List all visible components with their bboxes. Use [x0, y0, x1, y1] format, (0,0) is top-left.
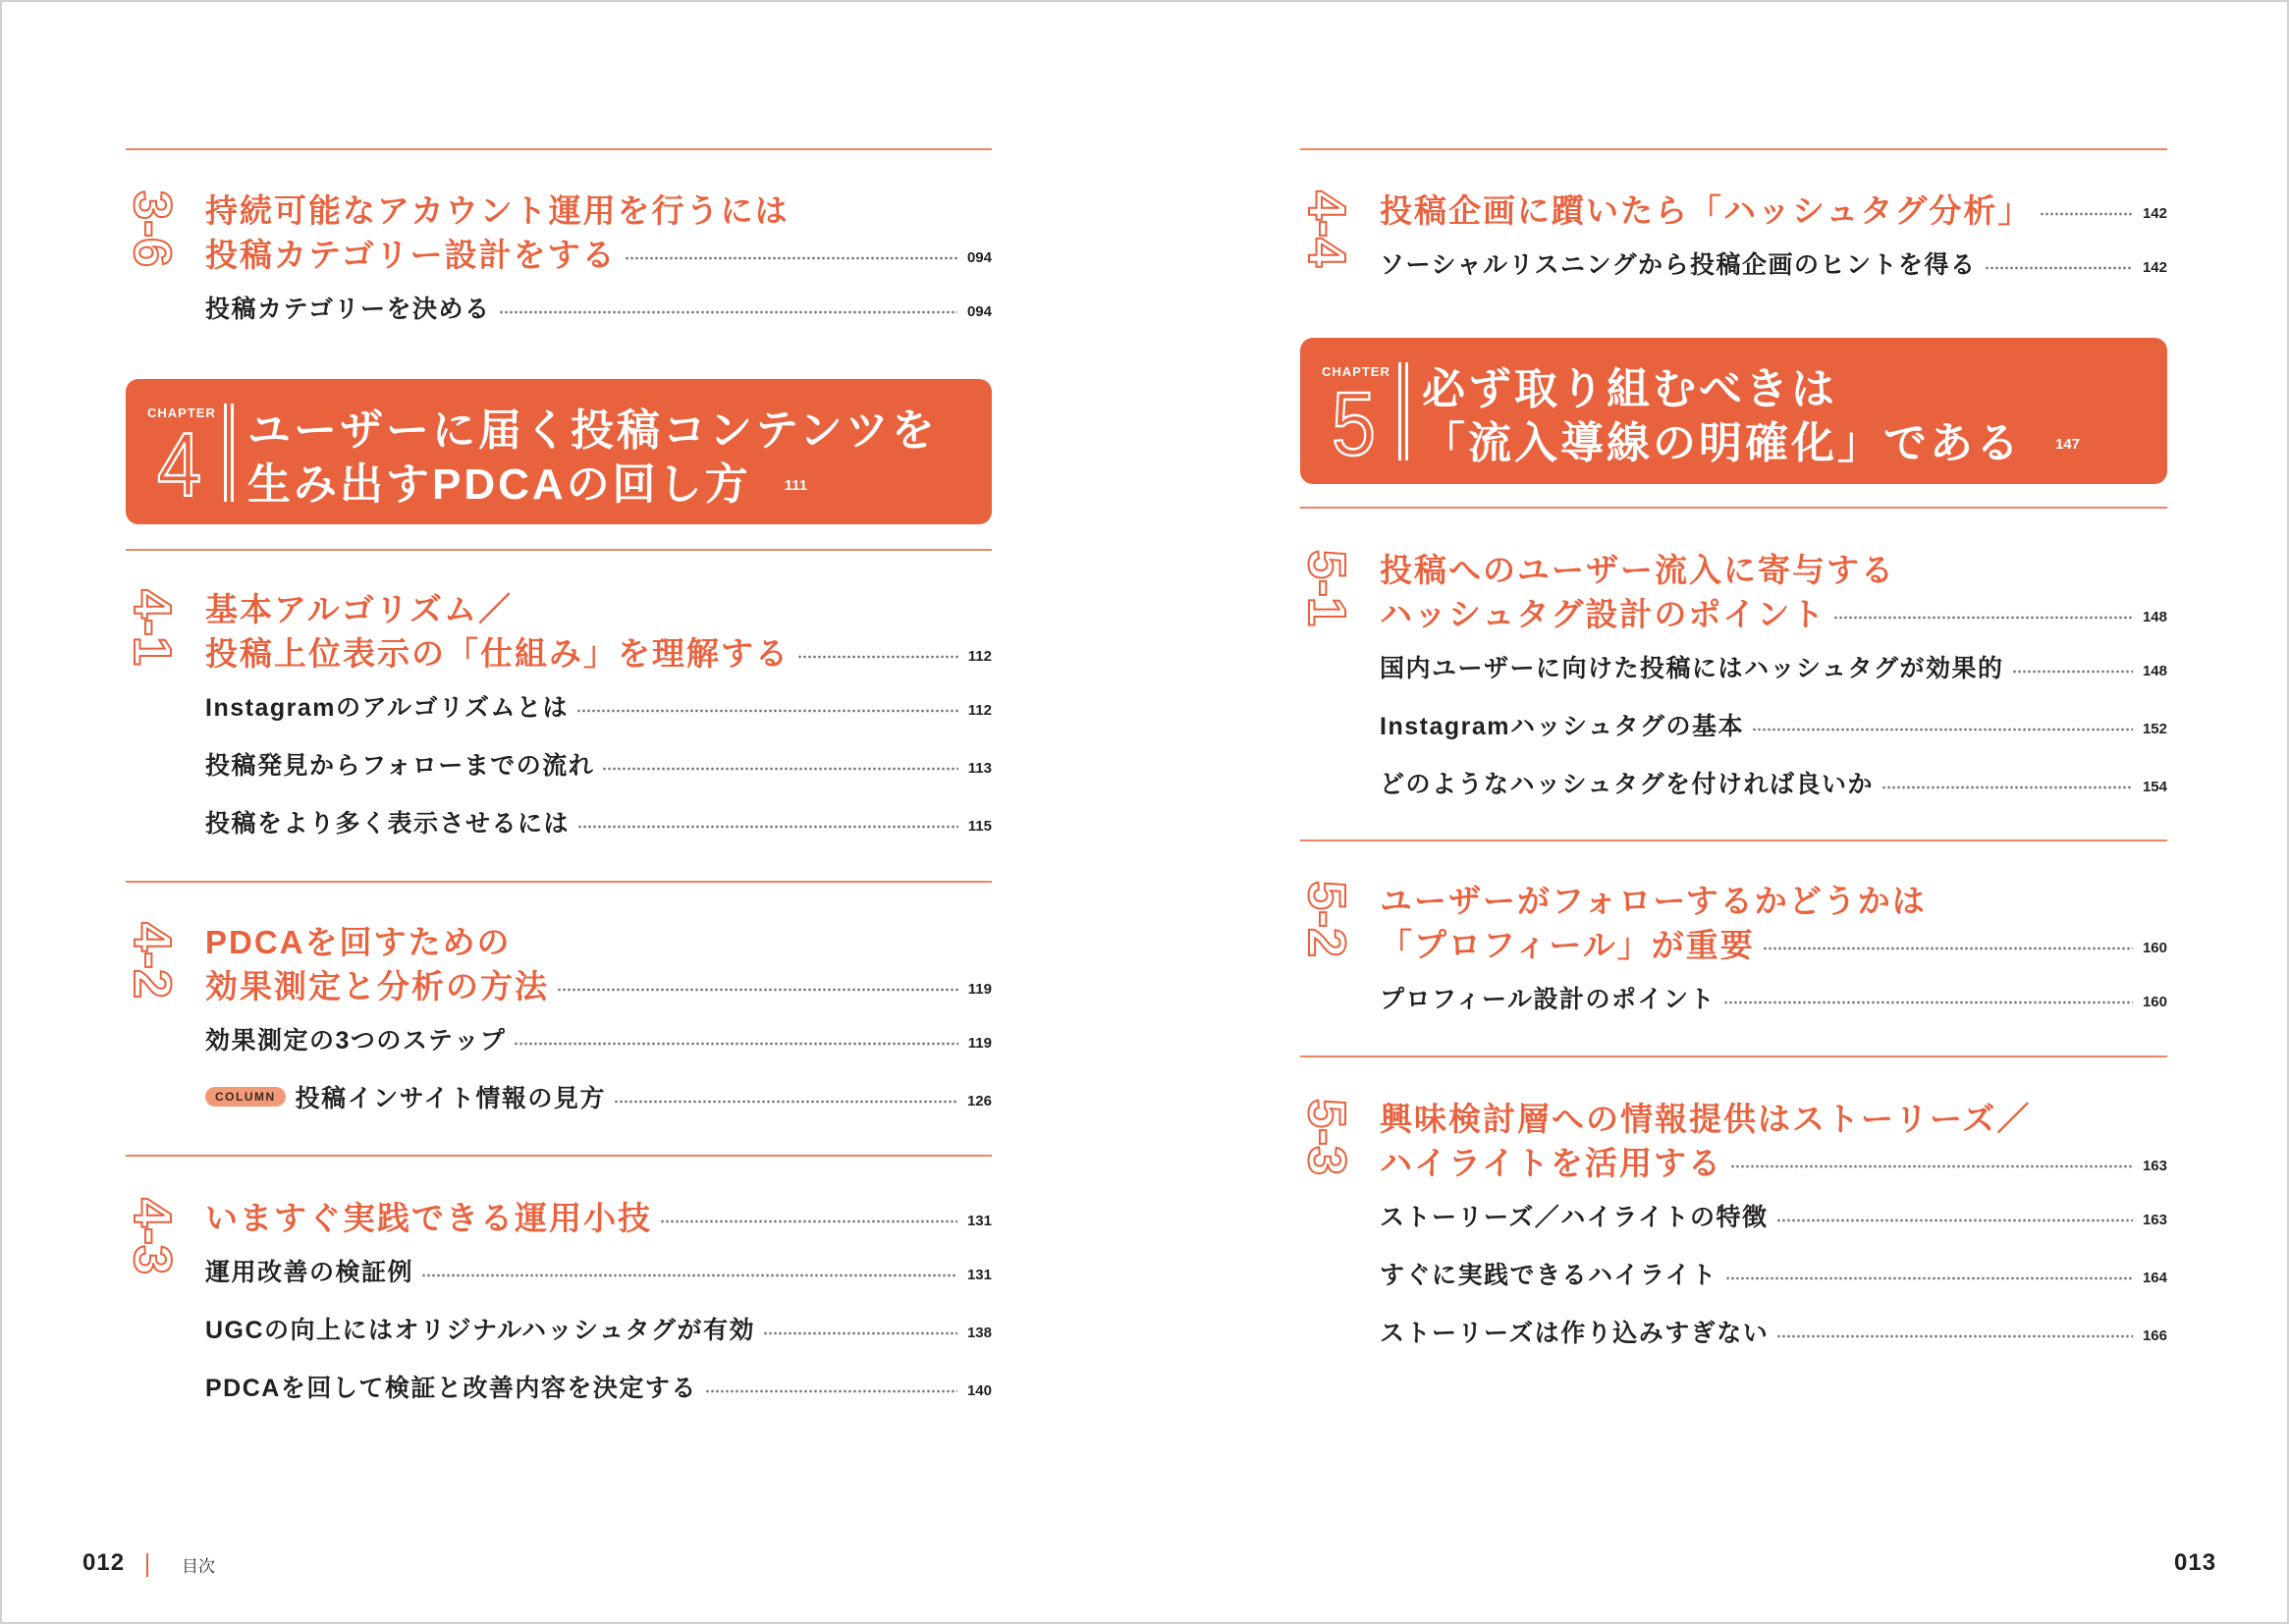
chapter-4-banner: [126, 379, 992, 524]
entry-title: ストーリーズ／ハイライトの特徴: [1380, 1203, 1769, 1231]
page-number: 152: [2142, 721, 2167, 737]
dot-leader: [514, 1041, 957, 1047]
entry-title: Instagramのアルゴリズムとは: [205, 693, 569, 722]
chapter-title-line: [1422, 411, 2148, 465]
chapter-label: CHAPTER: [1322, 364, 1390, 379]
section-title-line: [205, 629, 992, 674]
double-bar-divider: [1398, 362, 1408, 460]
chapter-title-text: 生み出すPDCAの回し方: [247, 460, 751, 509]
section-title-text: 「プロフィール」が重要: [1380, 927, 1755, 963]
page-number: 094: [966, 249, 992, 266]
entry-title: UGCの向上にはオリジナルハッシュタグが有効: [205, 1316, 756, 1344]
section-number-label: [123, 589, 182, 670]
toc-entry: [205, 278, 992, 336]
page-number: 163: [2142, 1158, 2167, 1174]
page-number: 163: [2142, 1212, 2167, 1228]
page-number: 113: [967, 760, 992, 777]
entry-title: すぐに実践できるハイライト: [1380, 1261, 1717, 1289]
page-number: 142: [2142, 259, 2167, 276]
toc-entry: [1380, 695, 2167, 753]
section-number-label: [1297, 190, 1356, 271]
dot-leader: [2040, 211, 2133, 217]
section-body: [205, 585, 992, 850]
section-number-label: [1297, 1099, 1356, 1179]
section-title-line: [1380, 1139, 2167, 1183]
section-body: [1380, 546, 2167, 811]
page-number: 164: [2142, 1270, 2167, 1286]
page-number: 138: [966, 1325, 992, 1341]
page-folio-left: 012: [82, 1549, 126, 1576]
section-title-text: ハッシュタグ設計のポイント: [1380, 596, 1826, 632]
double-bar-divider: [224, 404, 234, 502]
section-title-line: [205, 1194, 992, 1238]
entry-title: プロフィール設計のポイント: [1380, 985, 1717, 1013]
chapter-title-text: ユーザーに届く投稿コンテンツを: [247, 406, 938, 455]
entry-title: 国内ユーザーに向けた投稿にはハッシュタグが効果的: [1380, 654, 2004, 682]
section-title-line: [1380, 1095, 2167, 1139]
section-title-line: [205, 962, 992, 1006]
entry-title: 投稿カテゴリーを決める: [205, 295, 491, 323]
section-rule: [1300, 507, 2167, 509]
section-title-text: ハイライトを活用する: [1380, 1145, 1723, 1181]
section-rule: [126, 1155, 992, 1157]
section-rule: [1300, 839, 2167, 841]
toc-entry: [205, 1357, 992, 1415]
dot-leader: [1730, 1164, 2133, 1169]
section-title-line: [205, 231, 992, 275]
section-number: 5-2: [1297, 881, 1356, 958]
entry-title: 投稿をより多く表示させるには: [205, 809, 571, 838]
dot-leader: [1723, 1000, 2133, 1005]
chapter-title-line: [247, 399, 972, 453]
entry-title: どのようなハッシュタグを付ければ良いか: [1380, 770, 1875, 798]
section-title-text: 興味検討層への情報提供はストーリーズ／: [1380, 1101, 2032, 1137]
toc-entry: [205, 734, 992, 792]
section-body: [205, 1194, 992, 1415]
chapter-title: [1422, 357, 2148, 465]
toc-entry: [1380, 968, 2167, 1026]
folio-divider: [146, 1553, 148, 1577]
page-number: 112: [967, 702, 992, 719]
section-number: 4-2: [123, 922, 182, 1000]
chapter-page-number: 147: [2055, 436, 2081, 453]
page-number: 119: [967, 981, 992, 998]
section-body: [205, 918, 992, 1125]
section-title-text: PDCAを回すための: [205, 924, 512, 960]
toc-entry: [1380, 1186, 2167, 1244]
page-number: 131: [966, 1213, 992, 1229]
section-title-line: [1380, 590, 2167, 634]
running-head: 目次: [182, 1557, 215, 1576]
dot-leader: [1776, 1218, 2133, 1223]
section-body: [205, 187, 992, 336]
section-title-line: [1380, 877, 2167, 921]
page-number: 119: [967, 1035, 992, 1052]
dot-leader: [625, 255, 957, 261]
section-title-text: 基本アルゴリズム／: [205, 591, 514, 627]
dot-leader: [576, 708, 958, 714]
dot-leader: [499, 309, 957, 315]
section-number-label: [1297, 881, 1356, 961]
toc-entry: [1380, 753, 2167, 811]
section-number: 4-3: [123, 1198, 182, 1275]
dot-leader: [1776, 1333, 2133, 1339]
section-rule: [1300, 1056, 2167, 1057]
dot-leader: [577, 824, 958, 830]
toc-entry: [205, 1299, 992, 1357]
toc-entry: [1380, 234, 2167, 292]
page-number: 160: [2142, 940, 2167, 956]
dot-leader: [797, 654, 958, 660]
page-number: 148: [2142, 663, 2167, 679]
section-number: 4-1: [123, 589, 182, 667]
section-title-line: [1380, 187, 2167, 231]
section-body: [1380, 187, 2167, 292]
section-title-text: 持続可能なアカウント運用を行うには: [205, 192, 790, 229]
dot-leader: [1763, 946, 2133, 951]
section-number: 5-1: [1297, 550, 1356, 627]
section-title-line: [1380, 921, 2167, 965]
section-rule: [126, 148, 992, 150]
page-number: 126: [966, 1093, 992, 1110]
entry-title: 運用改善の検証例: [205, 1258, 414, 1286]
page-number: 166: [2142, 1327, 2167, 1344]
section-rule: [126, 549, 992, 551]
toc-entry: [1380, 1302, 2167, 1360]
toc-entry: [205, 677, 992, 734]
chapter-title-text: 「流入導線の明確化」である: [1422, 418, 2022, 467]
section-title-text: 効果測定と分析の方法: [205, 968, 549, 1004]
dot-leader: [1833, 615, 2133, 621]
section-number: 5-3: [1297, 1099, 1356, 1176]
chapter-page-number: 111: [784, 477, 808, 494]
toc-entry: [1380, 637, 2167, 695]
entry-title: 効果測定の3つのステップ: [205, 1026, 507, 1055]
chapter-title-line: [1422, 357, 2148, 411]
section-title-text: 投稿上位表示の「仕組み」を理解する: [205, 635, 790, 672]
section-title-text: 投稿へのユーザー流入に寄与する: [1380, 552, 1895, 588]
dot-leader: [1985, 265, 2133, 271]
chapter-title: [247, 399, 972, 507]
page-number: 160: [2142, 994, 2167, 1010]
chapter-number: 4: [157, 415, 202, 515]
dot-leader: [614, 1099, 957, 1105]
entry-title: ストーリーズは作り込みすぎない: [1380, 1319, 1770, 1347]
toc-entry: [205, 792, 992, 850]
section-body: [1380, 1095, 2167, 1360]
chapter-title-line: [247, 453, 972, 507]
dot-leader: [1725, 1275, 2133, 1281]
page-number: 140: [966, 1382, 992, 1399]
column-badge: COLUMN: [205, 1087, 286, 1107]
dot-leader: [557, 987, 958, 993]
chapter-5-banner: [1300, 338, 2167, 484]
dot-leader: [705, 1388, 957, 1394]
section-number-label: [123, 190, 182, 271]
dot-leader: [602, 766, 958, 772]
entry-title: PDCAを回して検証と改善内容を決定する: [205, 1374, 697, 1402]
toc-entry-column: [205, 1067, 992, 1125]
chapter-number: 5: [1332, 374, 1377, 474]
section-title-line: [1380, 546, 2167, 590]
dot-leader: [2012, 669, 2133, 675]
section-title-text: 投稿カテゴリー設計をする: [205, 237, 617, 273]
entry-title: 投稿インサイト情報の見方: [295, 1084, 606, 1112]
page-number: 154: [2142, 779, 2167, 795]
section-title-text: 投稿企画に躓いたら「ハッシュタグ分析」: [1380, 192, 2033, 229]
chapter-label: CHAPTER: [147, 406, 216, 420]
dot-leader: [1881, 785, 2133, 790]
page-number: 094: [966, 303, 992, 320]
section-number-label: [123, 922, 182, 1002]
section-title-line: [205, 187, 992, 231]
entry-title: ソーシャルリスニングから投稿企画のヒントを得る: [1380, 250, 1977, 279]
toc-entry: [1380, 1244, 2167, 1302]
entry-title: 投稿発見からフォローまでの流れ: [205, 751, 595, 780]
section-number-label: [1297, 550, 1356, 630]
page-number: 115: [967, 818, 992, 835]
dot-leader: [1752, 727, 2133, 732]
section-title-line: [205, 918, 992, 962]
entry-title: Instagramハッシュタグの基本: [1380, 712, 1744, 740]
toc-entry: [205, 1241, 992, 1299]
section-rule: [1300, 148, 2167, 150]
chapter-title-text: 必ず取り組むべきは: [1422, 364, 1837, 413]
section-number: 4-4: [1297, 190, 1356, 268]
page-folio-right: 013: [2174, 1549, 2217, 1576]
page-number: 131: [966, 1267, 992, 1283]
dot-leader: [660, 1218, 957, 1224]
page-number: 112: [967, 648, 992, 665]
section-body: [1380, 877, 2167, 1026]
section-number: 3-6: [123, 190, 182, 268]
section-title-text: いますぐ実践できる運用小技: [205, 1200, 652, 1236]
section-title-text: ユーザーがフォローするかどうかは: [1380, 883, 1927, 919]
toc-entry: [205, 1009, 992, 1067]
page-number: 148: [2142, 609, 2167, 625]
section-number-label: [123, 1198, 182, 1278]
section-rule: [126, 881, 992, 883]
dot-leader: [421, 1272, 957, 1278]
section-title-line: [205, 585, 992, 629]
dot-leader: [763, 1330, 957, 1336]
page-number: 142: [2142, 205, 2167, 222]
